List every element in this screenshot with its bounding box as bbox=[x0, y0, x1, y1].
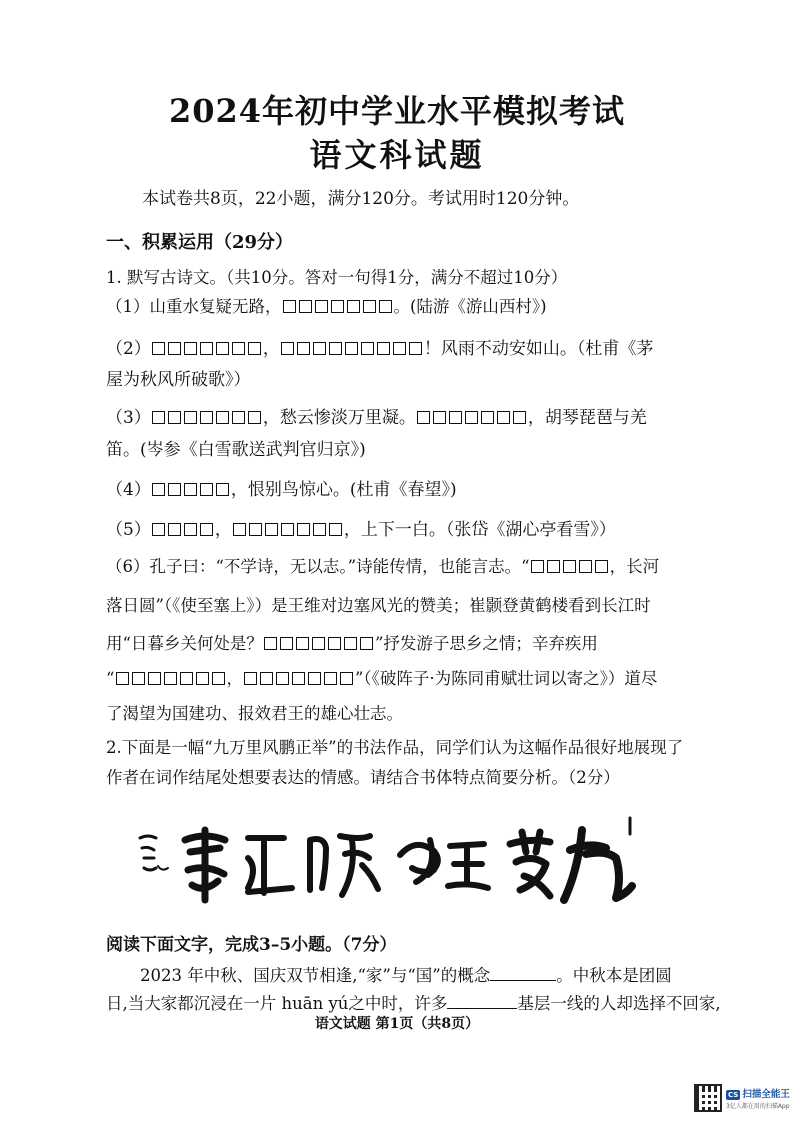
exam-title: 2024年初中学业水平模拟考试 bbox=[168, 92, 626, 130]
q1-item-6-line2: 落日圆”（《使至塞上》）是王维对边塞风光的赞美；崔颢登黄鹤楼看到长江时 bbox=[106, 596, 651, 615]
answer-boxes bbox=[232, 520, 344, 540]
q1-item-6-line4: “ ， ”（《破阵子·为陈同甫赋壮词以寄之》）道尽 bbox=[106, 669, 658, 688]
reading-heading: 阅读下面文字，完成3–5小题。（7分） bbox=[106, 935, 397, 955]
answer-boxes bbox=[114, 669, 226, 688]
q1-item-6-line1: （6）孔子曰：“不学诗，无以志。”诗能传情，也能言志。“ ，长河 bbox=[106, 557, 660, 576]
answer-boxes bbox=[151, 520, 215, 540]
answer-boxes bbox=[530, 557, 610, 576]
scanner-watermark bbox=[694, 1082, 790, 1116]
page-footer: 语文试题 第1页（共8页） bbox=[314, 1016, 480, 1032]
exam-subject: 语文科试题 bbox=[309, 136, 485, 174]
q1-stem: 1. 默写古诗文。（共10分。答对一句得1分，满分不超过10分） bbox=[106, 268, 568, 287]
answer-boxes bbox=[243, 669, 355, 688]
answer-blank bbox=[490, 980, 556, 981]
section-heading: 一、积累运用（29分） bbox=[106, 232, 294, 253]
answer-boxes bbox=[280, 339, 424, 359]
qr-code-icon bbox=[694, 1084, 722, 1112]
answer-boxes bbox=[151, 480, 231, 500]
q1-item-4: （4） ，恨别鸟惊心。(杜甫《春望》) bbox=[106, 480, 457, 500]
reading-para-line2: 日,当大家都沉浸在一片 huān yú之中时，许多 基层一线的人却选择不回家, bbox=[106, 994, 721, 1013]
q1-item-1: （1）山重水复疑无路， 。(陆游《游山西村》) bbox=[106, 297, 547, 316]
answer-boxes bbox=[151, 408, 263, 428]
scanner-brand: 扫描全能王 bbox=[742, 1089, 790, 1100]
q1-item-2: （2） ， ！风雨不动安如山。（杜甫《茅 bbox=[106, 339, 654, 359]
exam-intro: 本试卷共8页，22小题，满分120分。考试用时120分钟。 bbox=[142, 189, 580, 209]
calligraphy-artwork bbox=[130, 810, 650, 910]
q1-item-6-line3: 用“日暮乡关何处是？ ”抒发游子思乡之情；辛弃疾用 bbox=[106, 634, 598, 653]
q1-item-6-line5: 了渴望为国建功、报效君王的雄心壮志。 bbox=[106, 704, 403, 723]
q2-line1: 2.下面是一幅“九万里风鹏正举”的书法作品，同学们认为这幅作品很好地展现了 bbox=[106, 738, 684, 757]
answer-boxes bbox=[282, 297, 394, 316]
reading-para-line1: 2023 年中秋、国庆双节相逢,“家”与“国”的概念 。中秋本是团圆 bbox=[140, 966, 672, 985]
answer-boxes bbox=[263, 634, 375, 653]
q2-line2: 作者在词作结尾处想要表达的情感。请结合书体特点简要分析。（2分） bbox=[106, 768, 620, 787]
q1-item-3-cont: 笛。(岑参《白雪歌送武判官归京》) bbox=[106, 440, 366, 460]
answer-boxes bbox=[151, 339, 263, 359]
answer-boxes bbox=[416, 408, 528, 428]
answer-blank bbox=[447, 1008, 517, 1009]
scanner-tagline: 3亿人都在用的扫描App bbox=[726, 1103, 790, 1110]
cs-logo-icon: CS bbox=[728, 1091, 739, 1099]
q1-item-3: （3） ，愁云惨淡万里凝。 ，胡琴琵琶与羌 bbox=[106, 408, 647, 428]
q1-item-5: （5） ， ，上下一白。（张岱《湖心亭看雪》） bbox=[106, 520, 616, 540]
q1-item-2-cont: 屋为秋风所破歌》） bbox=[106, 370, 251, 390]
